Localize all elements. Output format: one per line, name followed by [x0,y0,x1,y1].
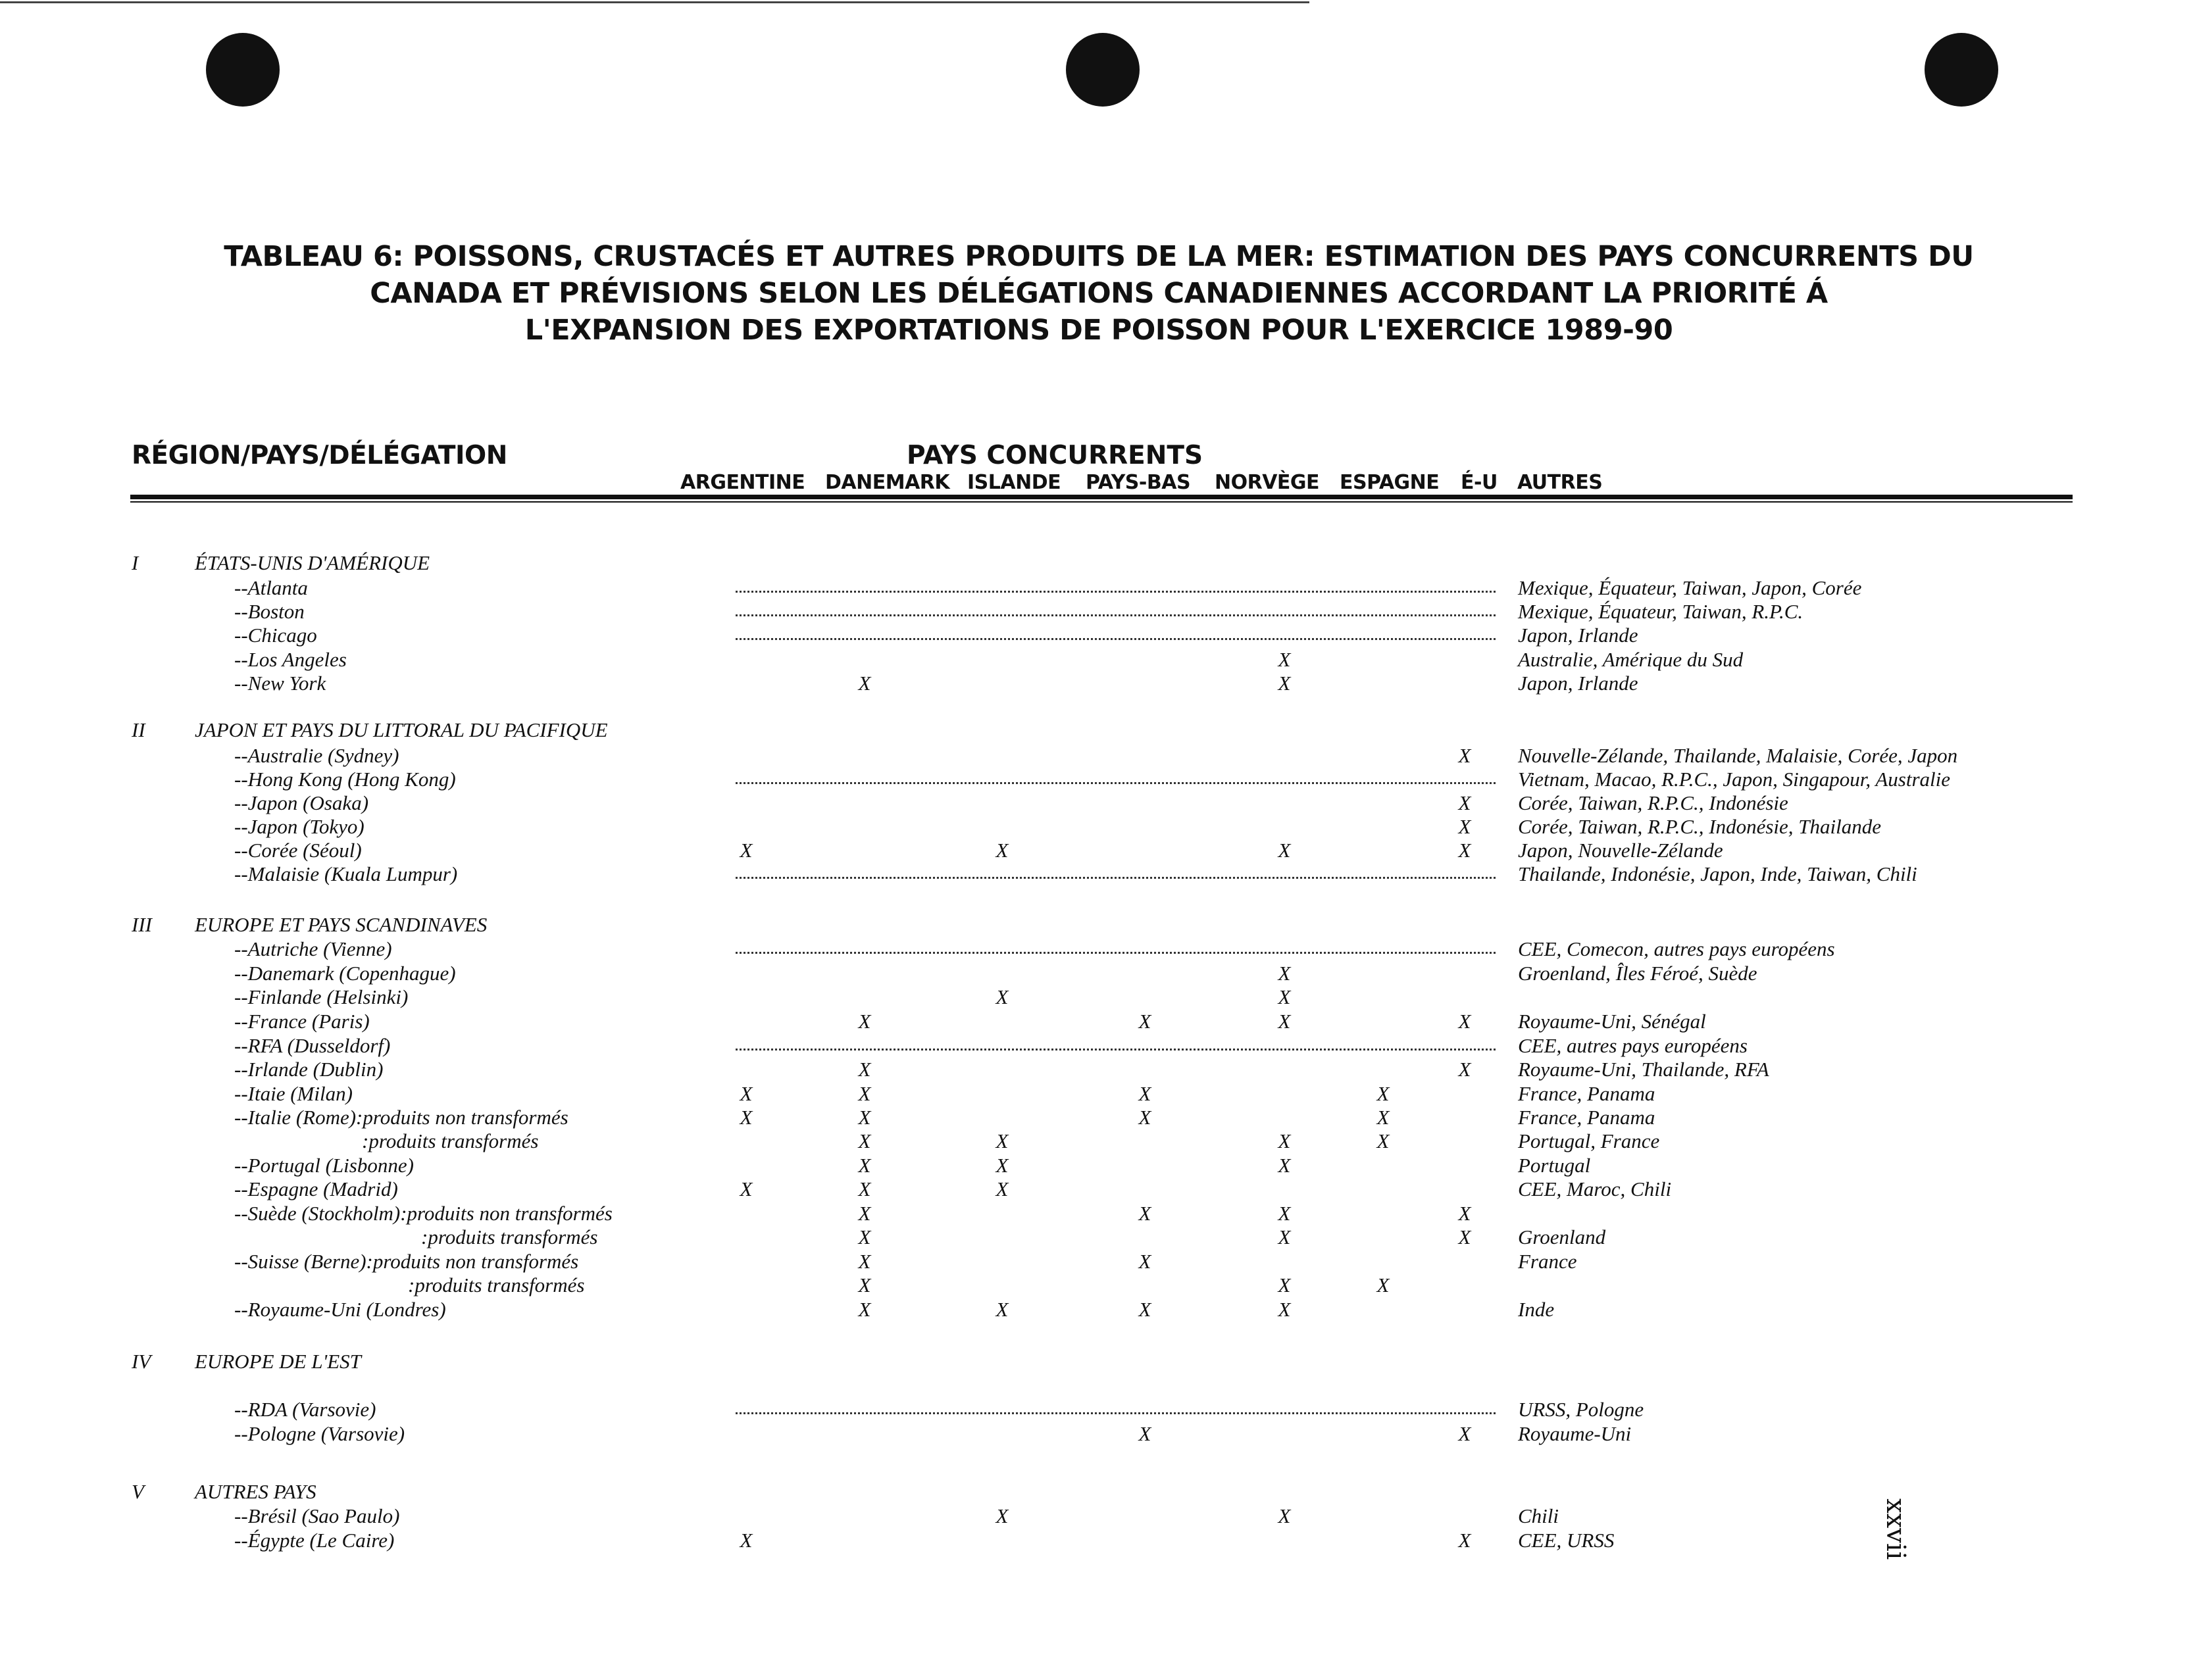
table-row [0,839,2193,862]
dotted-leader [736,782,1496,784]
competitor-mark: X [858,1058,871,1081]
delegation-label: --Autriche (Vienne) [234,937,392,960]
other-competitors: France, Panama [1518,1082,1655,1105]
table-row [0,1034,2193,1058]
competitor-mark: X [1458,1010,1471,1033]
competitor-mark: X [1458,1202,1471,1225]
table-row [0,1298,2193,1322]
delegation-label: --Los Angeles [234,648,347,671]
competitor-mark: X [858,1202,871,1225]
table-row [0,768,2193,791]
delegation-label: --Suède (Stockholm):produits non transformés [234,1202,613,1225]
competitor-mark: X [1138,1082,1151,1105]
region-name: JAPON ET PAYS DU LITTORAL DU PACIFIQUE [195,718,608,741]
competitor-mark: X [858,1082,871,1105]
other-competitors: Mexique, Équateur, Taiwan, R.P.C. [1518,600,1803,623]
competitor-mark: X [1138,1202,1151,1225]
title-line-1: TABLEAU 6: POISSONS, CRUSTACÉS ET AUTRES PRODUITS DE LA MER: ESTIMATION DES PAYS CONCURRENTS DU [224,240,1974,273]
other-competitors: Royaume-Uni, Sénégal [1518,1010,1706,1033]
delegation-label: --New York [234,672,326,695]
delegation-label: --Irlande (Dublin) [234,1058,384,1081]
region-numeral: III [132,913,152,936]
region-name: EUROPE ET PAYS SCANDINAVES [195,913,488,936]
delegation-label: --France (Paris) [234,1010,370,1033]
competitor-mark: X [1278,648,1291,671]
competitor-mark: X [1458,791,1471,814]
competitor-mark: X [1458,1422,1471,1445]
delegation-label: --Espagne (Madrid) [234,1177,398,1200]
delegation-label: :produits transformés [362,1129,539,1152]
other-competitors: Royaume-Uni [1518,1422,1632,1445]
other-competitors: Corée, Taiwan, R.P.C., Indonésie, Thailande [1518,815,1881,838]
title-line-3: L'EXPANSION DES EXPORTATIONS DE POISSON POUR L'EXERCICE 1989-90 [524,314,1673,347]
competitor-mark: X [740,1082,753,1105]
table-row [0,985,2193,1009]
competitor-mark: X [1376,1106,1390,1129]
delegation-label: --Égypte (Le Caire) [234,1529,395,1552]
competitor-mark: X [858,1154,871,1177]
competitor-mark: X [1138,1298,1151,1321]
table-row [0,1106,2193,1129]
competitor-mark: X [1278,1010,1291,1033]
competitor-mark: X [996,1129,1009,1152]
col-header-norvege: NORVÈGE [1215,471,1320,494]
page-number: xxvii [1880,1498,1911,1560]
other-competitors: CEE, Maroc, Chili [1518,1177,1672,1200]
other-competitors: Groenland, Îles Féroé, Suède [1518,962,1757,985]
table-row [0,1129,2193,1153]
delegation-label: --Australie (Sydney) [234,744,399,767]
competitors-header: PAYS CONCURRENTS [907,441,1203,470]
competitor-mark: X [740,1529,753,1552]
other-competitors: Vietnam, Macao, R.P.C., Japon, Singapour, Australie [1518,768,1950,791]
competitor-mark: X [1458,1529,1471,1552]
competitor-mark: X [1458,744,1471,767]
region-numeral: I [132,551,139,574]
competitor-mark: X [1376,1273,1390,1297]
competitor-mark: X [1278,1129,1291,1152]
competitor-mark: X [1138,1422,1151,1445]
other-competitors: Japon, Nouvelle-Zélande [1518,839,1723,862]
table-row [0,791,2193,815]
delegation-label: --Corée (Séoul) [234,839,362,862]
delegation-label: :produits transformés [421,1225,598,1248]
col-header-e-u: É-U [1461,471,1498,494]
dotted-leader [736,952,1496,954]
competitor-mark: X [1278,672,1291,695]
delegation-label: --Malaisie (Kuala Lumpur) [234,862,458,885]
other-competitors: Portugal, France [1518,1129,1660,1152]
col-header-pays-bas: PAYS-BAS [1086,471,1191,494]
competitor-mark: X [996,1504,1009,1527]
competitor-mark: X [1138,1106,1151,1129]
competitor-mark: X [996,1298,1009,1321]
col-header-argentine: ARGENTINE [680,471,805,494]
table-row [0,1250,2193,1273]
table-row [0,1504,2193,1528]
dotted-leader [736,614,1496,616]
competitor-mark: X [1376,1082,1390,1105]
delegation-label: --Finlande (Helsinki) [234,985,409,1008]
competitor-mark: X [740,1177,753,1200]
dotted-leader [736,1049,1496,1050]
other-competitors: Inde [1518,1298,1555,1321]
delegation-label: --Italie (Rome):produits non transformés [234,1106,568,1129]
competitor-mark: X [1278,1202,1291,1225]
col-header-islande: ISLANDE [967,471,1061,494]
competitor-mark: X [740,1106,753,1129]
col-header-autres: AUTRES [1517,471,1603,494]
competitor-mark: X [1278,1225,1291,1248]
table-row [0,1202,2193,1225]
table-row [0,862,2193,886]
region-numeral: IV [132,1350,151,1373]
other-competitors: CEE, autres pays européens [1518,1034,1748,1057]
delegation-label: --Japon (Osaka) [234,791,369,814]
competitor-mark: X [996,839,1009,862]
other-competitors: Corée, Taiwan, R.P.C., Indonésie [1518,791,1788,814]
table-row [0,1010,2193,1033]
delegation-label: --Portugal (Lisbonne) [234,1154,414,1177]
competitor-mark: X [858,1129,871,1152]
region-name: ÉTATS-UNIS D'AMÉRIQUE [195,551,430,574]
other-competitors: Nouvelle-Zélande, Thailande, Malaisie, Corée, Japon [1518,744,1958,767]
competitor-mark: X [858,1225,871,1248]
region-name: AUTRES PAYS [195,1480,316,1503]
table-row [0,962,2193,985]
competitor-mark: X [1458,1058,1471,1081]
delegation-label: --Itaie (Milan) [234,1082,353,1105]
delegation-label: --Suisse (Berne):produits non transformés [234,1250,579,1273]
table-row [0,624,2193,647]
competitor-mark: X [1278,1504,1291,1527]
table-row [0,648,2193,672]
delegation-label: --RDA (Varsovie) [234,1398,376,1421]
table-row [0,1398,2193,1421]
other-competitors: URSS, Pologne [1518,1398,1644,1421]
table-row [0,1422,2193,1446]
table-row [0,600,2193,624]
competitor-mark: X [1278,1154,1291,1177]
delegation-label: --Hong Kong (Hong Kong) [234,768,456,791]
table-row [0,1058,2193,1081]
dotted-leader [736,638,1496,640]
table-row [0,1273,2193,1297]
competitor-mark: X [858,1106,871,1129]
dotted-leader [736,1412,1496,1414]
other-competitors: Groenland [1518,1225,1606,1248]
table-row [0,744,2193,768]
delegation-label: --Atlanta [234,576,308,599]
table-row [0,1154,2193,1177]
competitor-mark: X [1138,1250,1151,1273]
other-competitors: Mexique, Équateur, Taiwan, Japon, Corée [1518,576,1862,599]
region-numeral: II [132,718,145,741]
other-competitors: Japon, Irlande [1518,672,1638,695]
col-header-espagne: ESPAGNE [1340,471,1440,494]
dotted-leader [736,877,1496,879]
competitor-mark: X [996,1177,1009,1200]
delegation-label: --Chicago [234,624,317,647]
region-column-header: RÉGION/PAYS/DÉLÉGATION [132,441,507,470]
other-competitors: Australie, Amérique du Sud [1518,648,1744,671]
competitor-mark: X [740,839,753,862]
delegation-label: --RFA (Dusseldorf) [234,1034,391,1057]
other-competitors: Thailande, Indonésie, Japon, Inde, Taiwan, Chili [1518,862,1917,885]
competitor-mark: X [858,1250,871,1273]
other-competitors: Royaume-Uni, Thailande, RFA [1518,1058,1769,1081]
competitor-mark: X [858,1298,871,1321]
competitor-mark: X [1278,985,1291,1008]
competitor-mark: X [1138,1010,1151,1033]
table-row [0,1177,2193,1201]
other-competitors: Chili [1518,1504,1559,1527]
competitor-mark: X [1278,1298,1291,1321]
other-competitors: France, Panama [1518,1106,1655,1129]
other-competitors: CEE, URSS [1518,1529,1615,1552]
delegation-label: --Pologne (Varsovie) [234,1422,405,1445]
delegation-label: --Royaume-Uni (Londres) [234,1298,446,1321]
competitor-mark: X [1376,1129,1390,1152]
region-numeral: V [132,1480,144,1503]
delegation-label: --Danemark (Copenhague) [234,962,456,985]
table-row [0,815,2193,839]
competitor-mark: X [1278,962,1291,985]
dotted-leader [736,591,1496,593]
table-row [0,672,2193,695]
col-header-danemark: DANEMARK [825,471,950,494]
competitor-mark: X [858,1177,871,1200]
delegation-label: :produits transformés [408,1273,585,1297]
table-row [0,1225,2193,1249]
competitor-mark: X [996,1154,1009,1177]
competitor-mark: X [1458,839,1471,862]
table-row [0,1082,2193,1106]
other-competitors: Portugal [1518,1154,1591,1177]
other-competitors: CEE, Comecon, autres pays européens [1518,937,1835,960]
table-row [0,937,2193,961]
competitor-mark: X [1278,839,1291,862]
title-line-2: CANADA ET PRÉVISIONS SELON LES DÉLÉGATIONS CANADIENNES ACCORDANT LA PRIORITÉ Á [370,277,1828,310]
competitor-mark: X [1458,815,1471,838]
delegation-label: --Japon (Tokyo) [234,815,365,838]
table-row [0,1529,2193,1552]
competitor-mark: X [858,1010,871,1033]
delegation-label: --Brésil (Sao Paulo) [234,1504,400,1527]
region-name: EUROPE DE L'EST [195,1350,361,1373]
table-row [0,576,2193,600]
competitor-mark: X [1278,1273,1291,1297]
competitor-mark: X [858,672,871,695]
other-competitors: France [1518,1250,1577,1273]
competitor-mark: X [1458,1225,1471,1248]
competitor-mark: X [858,1273,871,1297]
competitor-mark: X [996,985,1009,1008]
other-competitors: Japon, Irlande [1518,624,1638,647]
delegation-label: --Boston [234,600,305,623]
